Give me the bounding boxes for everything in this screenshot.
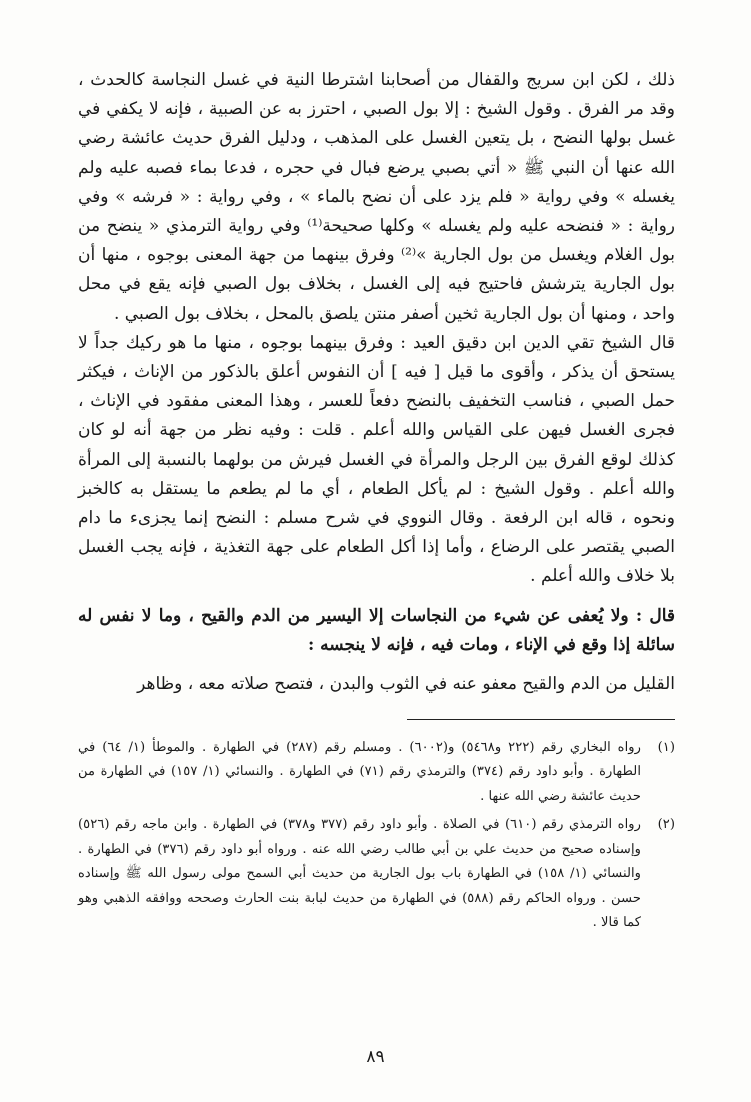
footnote-number: (١) — [657, 739, 675, 755]
body-paragraph: ذلك ، لكن ابن سريج والقفال من أصحابنا اشترطا النية في غسل النجاسة كالحدث ، وقد مر الفرق . وقول الشيخ : إلا بول الصبي ، احترز به عن الصبية ، فإنه لا يكفي في غسل بولها النضح ، بل يتعين الغسل على المذهب ، ودليل الفرق حديث عائشة رضي الله عنها أن النبي ﷺ « أتي بصبي يرضع فبال في حجره ، فدعا بماء فصبه عليه ولم يغسله » وفي رواية « فلم يزد على أن نضح بالماء » ، وفي رواية : « فرشه » وفي رواية : « فنضحه عليه ولم يغسله » وكلها صحيحة⁽¹⁾ وفي رواية الترمذي « ينضح من بول الغلام ويغسل من بول الجارية »⁽²⁾ وفرق بينهما من جهة المعنى بوجوه ، منها أن بول الجارية يترشش فاحتيج فيه إلى الغسل ، بخلاف بول الصبي فإنه يقع في محل واحد ، ومنها أن بول الجارية ثخين أصفر منتن يلصق بالمحل ، بخلاف بول الصبي . — [78, 70, 675, 324]
footnote — [78, 736, 675, 810]
footnote-text: رواه البخاري رقم (٢٢٢ و٥٤٦٨) و(٦٠٠٢) . ومسلم رقم (٢٨٧) في الطهارة . والموطأ (١/ ٦٤) في الطهارة . وأبو داود رقم (٣٧٤) والترمذي رقم (٧١) في الطهارة . والنسائي (١/ ١٥٧) في الطهارة من حديث عائشة رضي الله عنها . — [78, 739, 641, 804]
footnote-separator — [407, 719, 675, 720]
footnote-text: رواه الترمذي رقم (٦١٠) في الصلاة . وأبو داود رقم (٣٧٧ و٣٧٨) في الطهارة . وابن ماجه رقم (٥٢٦) وإسناده صحيح من حديث علي بن أبي طالب رضي الله عنه . ورواه أبو داود رقم (٣٧٦) في الطهارة . والنسائي (١/ ١٥٨) في الطهارة باب بول الجارية من حديث أبي السمح مولى رسول الله ﷺ وإسناده حسن . ورواه الحاكم رقم (٥٨٨) في الطهارة من حديث لبابة بنت الحارث وصححه ووافقه الذهبي وهو كما قالا . — [78, 817, 642, 931]
footnote — [78, 813, 675, 936]
footnotes — [78, 736, 675, 936]
main-text — [78, 66, 675, 699]
body-paragraph: القليل من الدم والقيح معفو عنه في الثوب والبدن ، فتصح صلاته معه ، وظاهر — [137, 673, 675, 694]
footnote-number: (٢) — [657, 817, 675, 833]
matn-statement: قال : ولا يُعفى عن شيء من النجاسات إلا اليسير من الدم والقيح ، وما لا نفس له سائلة إذا وقع في الإناء ، ومات فيه ، فإنه لا ينجسه : — [78, 605, 675, 655]
page-number: ٨٩ — [366, 1047, 385, 1067]
body-paragraph: قال الشيخ تقي الدين ابن دقيق العيد : وفرق بينهما بوجوه ، منها ما هو ركيك جداً لا يستحق أن يذكر ، وأقوى ما قيل [ فيه ] أن النفوس أعلق بالذكور من الإناث ، فيكثر حمل الصبي ، فناسب التخفيف بالنضح دفعاً للعسر ، وهذا المعنى مفقود في الإناث ، فجرى الغسل فيهن على القياس والله أعلم . قلت : وفيه نظر من جهة أنه لو كان كذلك لوقع الفرق بين الرجل والمرأة في الغسل فيرش من بولهما بالنسبة إلى المرأة والله أعلم . وقول الشيخ : لم يأكل الطعام ، أي ما لم يطعم ما يستقل به كالخبز ونحوه ، قاله ابن الرفعة . وقال النووي في شرح مسلم : النضح إنما يجزىء ما دام الصبي يقتصر على الرضاع ، وأما إذا أكل الطعام على جهة التغذية ، فإنه يجب الغسل بلا خلاف والله أعلم . — [78, 332, 675, 587]
book-page — [78, 66, 675, 936]
